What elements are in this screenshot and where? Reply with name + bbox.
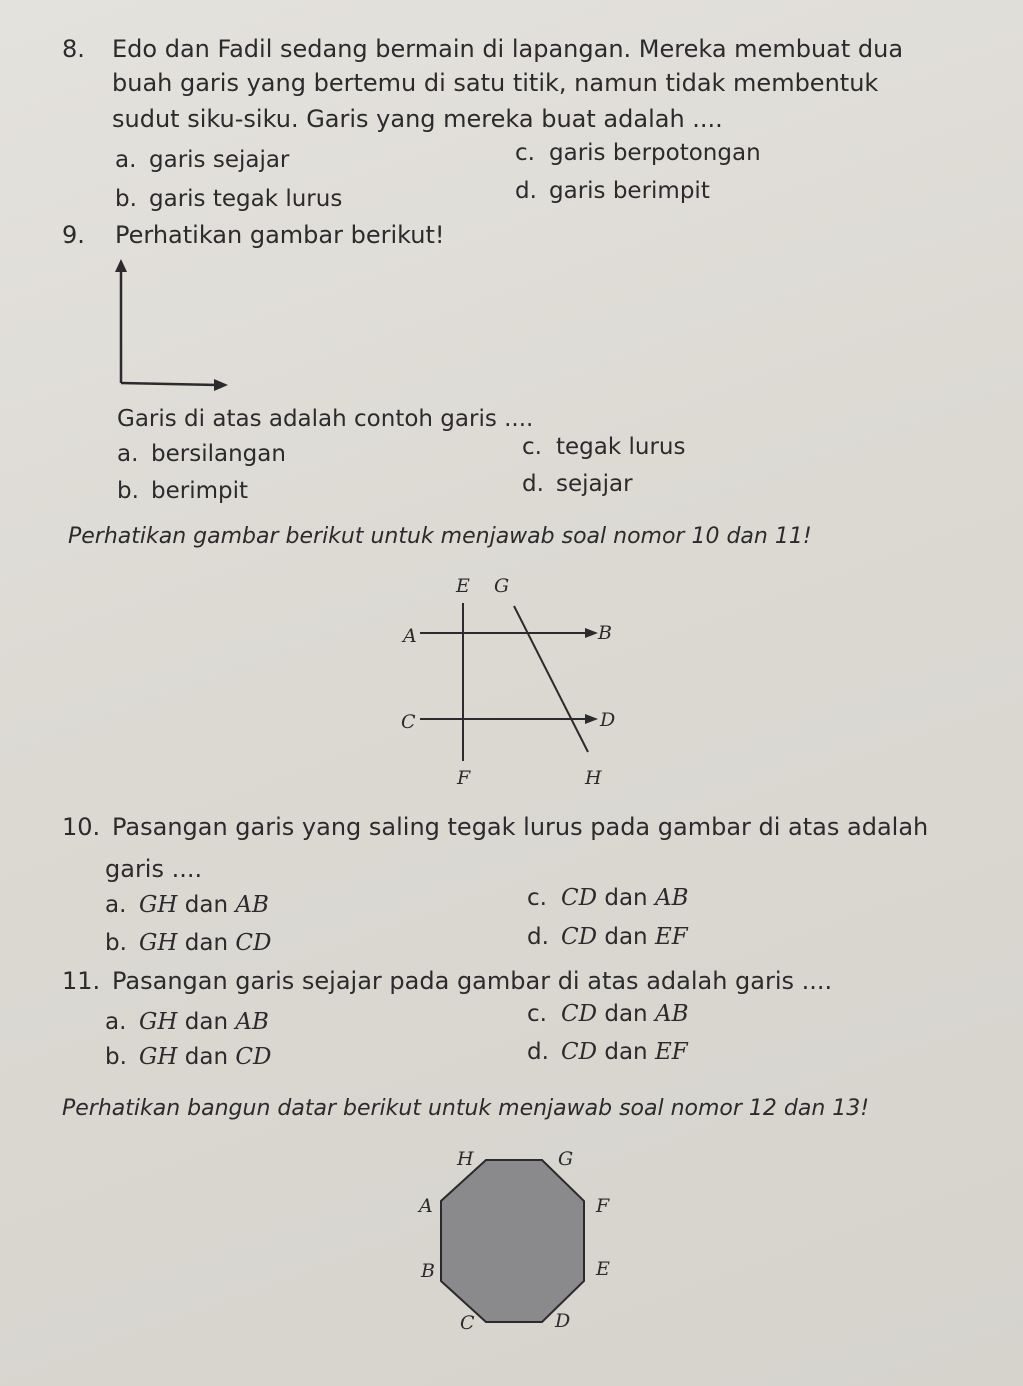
q10-number: 10. [62, 813, 101, 841]
option-text: garis sejajar [149, 147, 290, 173]
q11-text-line-1: Pasangan garis sejajar pada gambar di atas adalah garis .... [112, 967, 833, 995]
line-name: CD [561, 1001, 598, 1027]
option-key: c. [515, 140, 535, 166]
option-connector: dan [177, 1009, 236, 1035]
line-name: CD [561, 1039, 598, 1065]
option-key: a. [105, 892, 127, 918]
label-e: E [456, 575, 470, 597]
line-name: AB [654, 1001, 689, 1027]
line-name: GH [139, 892, 178, 918]
instruction-q12-q13: Perhatikan bangun datar berikut untuk menjawab soal nomor 12 dan 13! [62, 1096, 870, 1121]
option-key: a. [115, 147, 137, 173]
option-text: garis tegak lurus [149, 186, 343, 212]
line-name: CD [235, 930, 272, 956]
option-key: d. [527, 1039, 549, 1065]
option-key: b. [115, 186, 137, 212]
label-oct-c: C [460, 1312, 475, 1334]
option-text: tegak lurus [556, 434, 686, 460]
option-text: garis berimpit [549, 178, 710, 204]
option-key: b. [105, 1044, 127, 1070]
option-key: c. [522, 434, 542, 460]
q8-text-line-3: sudut siku-siku. Garis yang mereka buat adalah .... [112, 105, 723, 133]
option-connector: dan [177, 1044, 236, 1070]
line-name: CD [561, 924, 598, 950]
option-key: d. [515, 178, 537, 204]
line-name: AB [235, 892, 269, 918]
option-connector: dan [597, 924, 655, 950]
q10-text-line-1: Pasangan garis yang saling tegak lurus pada gambar di atas adalah [112, 813, 929, 841]
option-connector: dan [177, 892, 236, 918]
line-name: AB [654, 885, 689, 911]
option-key: b. [105, 930, 127, 956]
option-key: a. [105, 1009, 127, 1035]
label-oct-e: E [596, 1258, 610, 1280]
line-name: EF [654, 924, 688, 950]
label-oct-b: B [421, 1260, 435, 1282]
label-g: G [494, 575, 510, 597]
label-d: D [600, 709, 616, 731]
octagon-shape [441, 1160, 584, 1322]
option-key: c. [527, 1001, 547, 1027]
line-name: EF [654, 1039, 688, 1065]
label-c: C [401, 711, 416, 733]
label-b: B [598, 622, 612, 644]
option-key: c. [527, 885, 547, 911]
label-oct-g: G [558, 1148, 574, 1170]
option-text: garis berpotongan [549, 140, 761, 166]
line-name: GH [139, 1044, 178, 1070]
label-oct-a: A [419, 1195, 433, 1217]
option-connector: dan [597, 885, 655, 911]
label-oct-d: D [555, 1310, 571, 1332]
label-h: H [585, 767, 602, 789]
line-name: CD [561, 885, 598, 911]
option-connector: dan [177, 930, 236, 956]
option-connector: dan [597, 1001, 655, 1027]
instruction-q10-q11: Perhatikan gambar berikut untuk menjawab soal nomor 10 dan 11! [68, 524, 812, 549]
line-name: AB [235, 1009, 269, 1035]
option-key: b. [117, 478, 139, 504]
q8-text-line-2: buah garis yang bertemu di satu titik, namun tidak membentuk [112, 69, 879, 97]
q8-number: 8. [62, 35, 85, 63]
label-a: A [403, 625, 417, 647]
label-oct-f: F [596, 1195, 610, 1217]
option-text: sejajar [556, 471, 633, 497]
line-name: GH [139, 1009, 178, 1035]
label-oct-h: H [457, 1148, 474, 1170]
q10-text-line-2: garis .... [105, 855, 203, 883]
option-connector: dan [597, 1039, 655, 1065]
option-key: a. [117, 441, 139, 467]
option-text: bersilangan [151, 441, 286, 467]
q11-number: 11. [62, 967, 101, 995]
q8-text-line-1: Edo dan Fadil sedang bermain di lapangan. Mereka membuat dua [112, 35, 904, 63]
q9-question: Garis di atas adalah contoh garis .... [117, 406, 534, 432]
option-key: d. [527, 924, 549, 950]
label-f: F [457, 767, 471, 789]
line-name: CD [235, 1044, 272, 1070]
q9-number: 9. [62, 221, 85, 249]
option-key: d. [522, 471, 544, 497]
line-name: GH [139, 930, 178, 956]
q9-prompt: Perhatikan gambar berikut! [115, 221, 445, 249]
option-text: berimpit [151, 478, 249, 504]
